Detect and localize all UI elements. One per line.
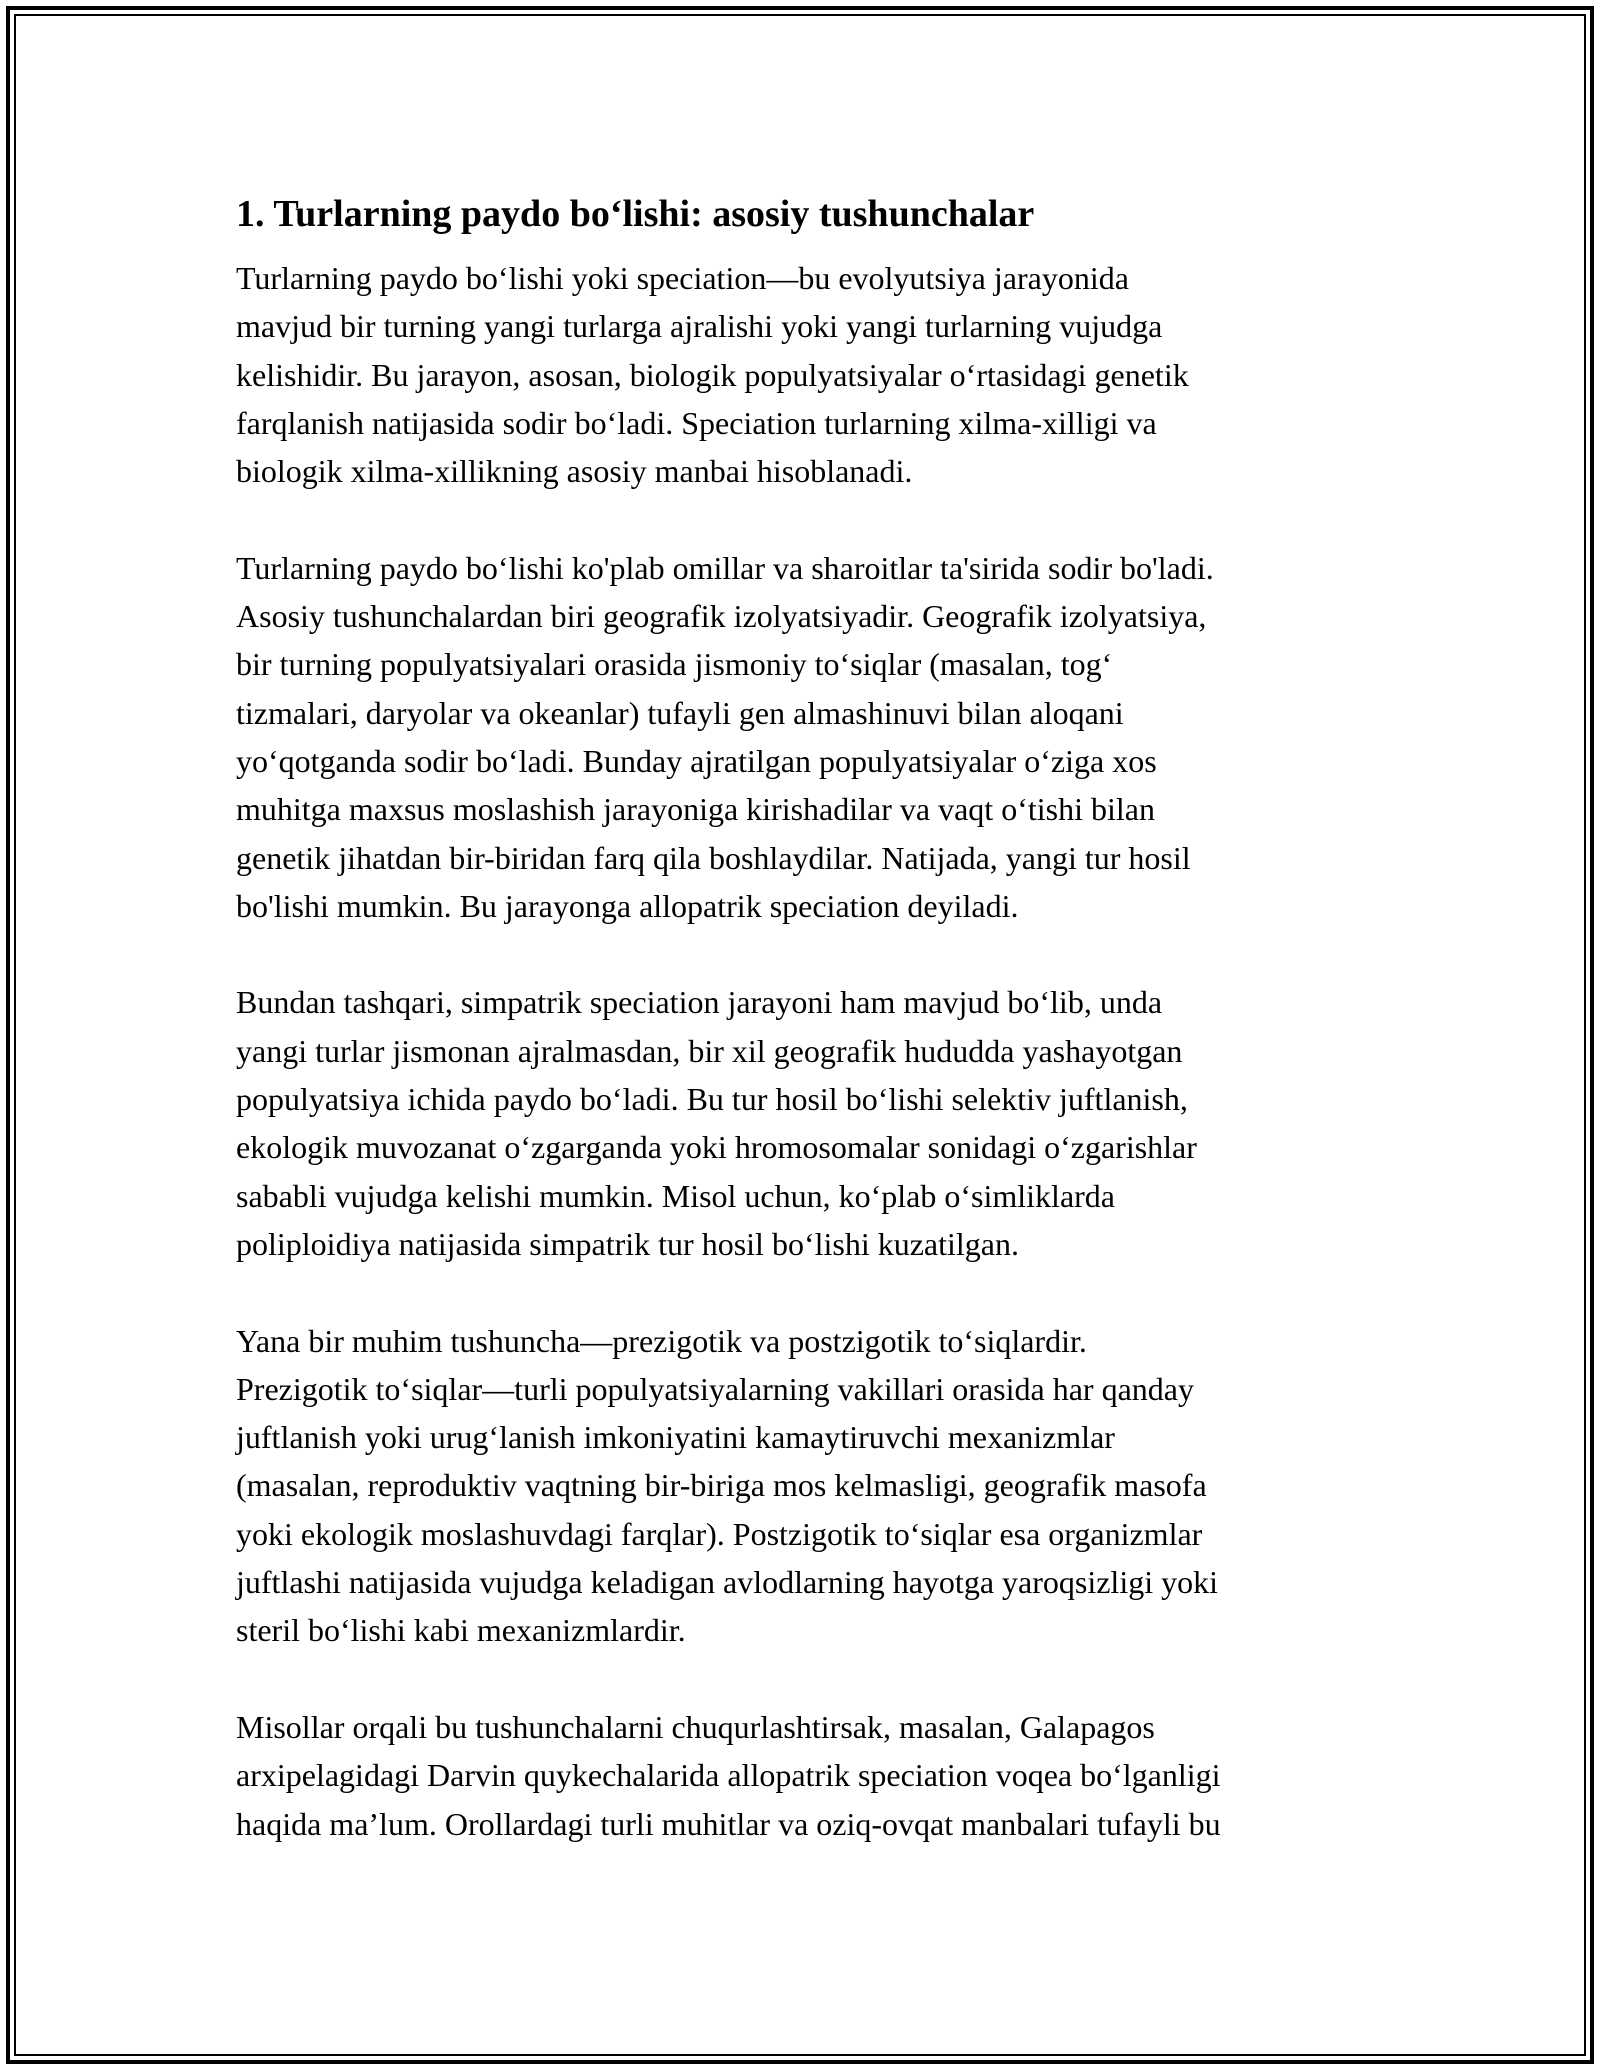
text-line: populyatsiya ichida paydo bo‘ladi. Bu tur hosil bo‘lishi selektiv juftlanish, (236, 1081, 1188, 1118)
text-line: bir turning populyatsiyalari orasida jismoniy to‘siqlar (masalan, tog‘ (236, 646, 1113, 683)
text-line: Yana bir muhim tushuncha—prezigotik va postzigotik to‘siqlardir. (236, 1322, 1087, 1359)
paragraph (236, 544, 1366, 930)
text-line: juftlashi natijasida vujudga keladigan avlodlarning hayotga yaroqsizligi yoki (236, 1564, 1218, 1601)
document-page (236, 186, 1366, 1896)
text-line: Misollar orqali bu tushunchalarni chuqurlashtirsak, masalan, Galapagos (236, 1708, 1155, 1745)
text-line: muhitga maxsus moslashish jarayoniga kirishadilar va vaqt o‘tishi bilan (236, 791, 1155, 828)
text-line: bo'lishi mumkin. Bu jarayonga allopatrik speciation deyiladi. (236, 887, 1019, 924)
section-heading: 1. Turlarning paydo bo‘lishi: asosiy tushunchalar (236, 193, 1035, 235)
text-line: (masalan, reproduktiv vaqtning bir-biriga mos kelmasligi, geografik masofa (236, 1467, 1207, 1504)
text-line: steril bo‘lishi kabi mexanizmlardir. (236, 1612, 686, 1649)
text-line: yo‘qotganda sodir bo‘ladi. Bunday ajratilgan populyatsiyalar o‘ziga xos (236, 742, 1157, 779)
text-line: farqlanish natijasida sodir bo‘ladi. Speciation turlarning xilma-xilligi va (236, 404, 1157, 441)
text-line: poliploidiya natijasida simpatrik tur hosil bo‘lishi kuzatilgan. (236, 1225, 1019, 1262)
text-line: Asosiy tushunchalardan biri geografik izolyatsiyadir. Geografik izolyatsiya, (236, 598, 1207, 635)
text-line: genetik jihatdan bir-biridan farq qila boshlaydilar. Natijada, yangi tur hosil (236, 839, 1191, 876)
body-text (236, 254, 1366, 1848)
text-line: arxipelagidagi Darvin quykechalarida allopatrik speciation voqea bo‘lganligi (236, 1757, 1221, 1794)
text-line: Bundan tashqari, simpatrik speciation jarayoni ham mavjud bo‘lib, unda (236, 984, 1163, 1021)
text-line: kelishidir. Bu jarayon, asosan, biologik populyatsiyalar o‘rtasidagi genetik (236, 356, 1189, 393)
text-line: Turlarning paydo bo‘lishi ko'plab omillar va sharoitlar ta'sirida sodir bo'ladi. (236, 549, 1214, 586)
text-line: haqida ma’lum. Orollardagi turli muhitlar va oziq-ovqat manbalari tufayli bu (236, 1805, 1221, 1842)
paragraph (236, 254, 1366, 495)
text-line: Turlarning paydo bo‘lishi yoki speciation—bu evolyutsiya jarayonida (236, 260, 1129, 296)
paragraph (236, 978, 1366, 1268)
text-line: sababli vujudga kelishi mumkin. Misol uchun, ko‘plab o‘simliklarda (236, 1177, 1115, 1214)
paragraph (236, 1317, 1366, 1655)
text-line: biologik xilma-xillikning asosiy manbai hisoblanadi. (236, 453, 913, 490)
text-line: ekologik muvozanat o‘zgarganda yoki hromosomalar sonidagi o‘zgarishlar (236, 1129, 1197, 1166)
text-line: mavjud bir turning yangi turlarga ajralishi yoki yangi turlarning vujudga (236, 308, 1163, 345)
text-line: yangi turlar jismonan ajralmasdan, bir xil geografik hududda yashayotgan (236, 1032, 1183, 1069)
paragraph (236, 1703, 1366, 1848)
text-line: tizmalari, daryolar va okeanlar) tufayli gen almashinuvi bilan aloqani (236, 694, 1124, 731)
text-line: yoki ekologik moslashuvdagi farqlar). Postzigotik to‘siqlar esa organizmlar (236, 1515, 1203, 1552)
text-line: Prezigotik to‘siqlar—turli populyatsiyalarning vakillari orasida har qanday (236, 1370, 1194, 1407)
text-line: juftlanish yoki urug‘lanish imkoniyatini kamaytiruvchi mexanizmlar (236, 1419, 1115, 1456)
